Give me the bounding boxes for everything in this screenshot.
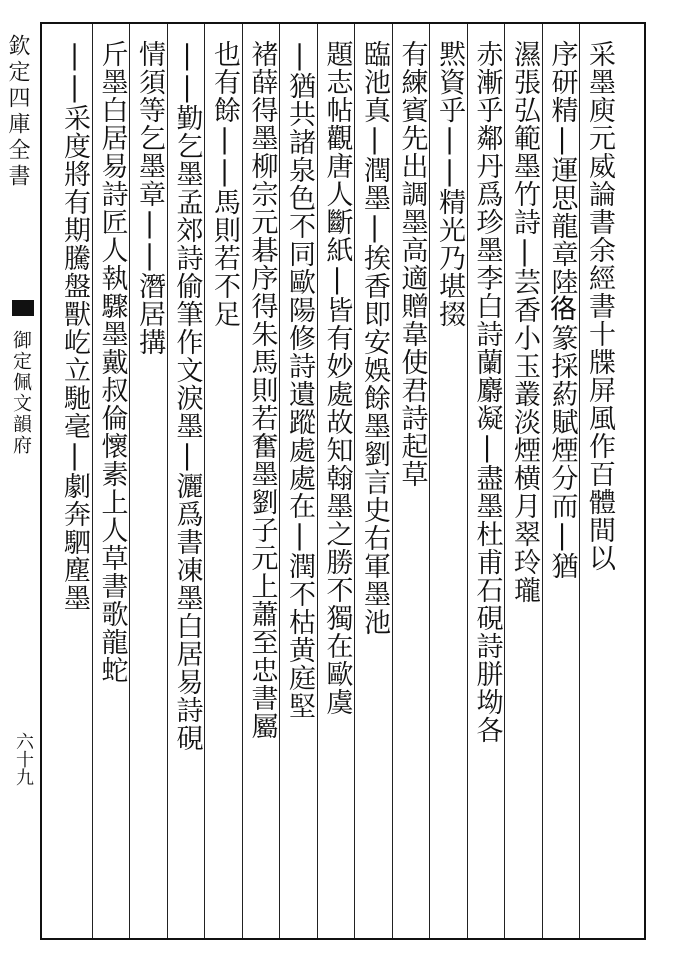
text-column: 斤墨白居易詩匠人執驟墨戴叔倫懷素上人草書歌龍蛇 bbox=[96, 40, 128, 684]
fish-tail-mark bbox=[12, 300, 34, 316]
column-rule bbox=[392, 24, 393, 938]
page-number: 六十九 bbox=[13, 732, 34, 786]
text-column: 采墨庾元威論書余經書十牒屏風作百體間以 bbox=[584, 40, 615, 572]
column-rule bbox=[429, 24, 430, 938]
text-column: ||采度將有期騰盤獸屹立馳毫|劇奔駟塵墨 bbox=[59, 40, 90, 612]
text-column: 赤漸乎鄰丹爲珍墨李白詩蘭麝凝|盡墨杜甫石硯詩胼坳各 bbox=[471, 40, 503, 744]
column-rule bbox=[467, 24, 468, 938]
column-rule bbox=[354, 24, 355, 938]
text-column: 黙資乎||精光乃堪掇 bbox=[434, 40, 465, 328]
text-column: 也有餘||馬則若不足 bbox=[209, 40, 240, 328]
text-column: 褚薛得墨柳宗元碁序得朱馬則若奮墨劉子元上蕭至忠書屬 bbox=[246, 40, 278, 740]
column-rule bbox=[204, 24, 205, 938]
column-rule bbox=[242, 24, 243, 938]
chapter-title: 御定佩文韻府 bbox=[10, 330, 32, 456]
column-rule bbox=[167, 24, 168, 938]
column-rule bbox=[92, 24, 93, 938]
text-column: 濕張弘範墨竹詩|芸香小玉叢淡煙横月翠玲瓏 bbox=[509, 40, 540, 604]
text-column: 題志帖觀唐人斷紙|皆有妙處故知翰墨之勝不獨在歐虞 bbox=[321, 40, 353, 716]
text-column: 臨池真|潤墨|挨香即安娛餘墨劉言史右軍墨池 bbox=[359, 40, 390, 636]
text-column: |猶共諸泉色不同歐陽修詩遺蹤處處在|潤不枯黄庭堅 bbox=[284, 40, 315, 720]
column-rule bbox=[542, 24, 543, 938]
text-column: 有練賓先出調墨高適贈韋使君詩起草 bbox=[396, 40, 428, 488]
column-rule bbox=[504, 24, 505, 938]
book-title: 欽定四庫全書 bbox=[5, 34, 30, 190]
text-column: 序研精|運思龍章陸𢓜篆採葯賦煙分而|猶 bbox=[546, 40, 578, 580]
column-rule bbox=[279, 24, 280, 938]
column-rule bbox=[317, 24, 318, 938]
text-column: ||勤乞墨孟郊詩偷筆作文淚墨|灑爲書凍墨白居易詩硯 bbox=[171, 40, 203, 752]
column-rule bbox=[129, 24, 130, 938]
column-rule bbox=[579, 24, 580, 938]
text-column: 情須等乞墨章||潛居搆 bbox=[134, 40, 165, 356]
